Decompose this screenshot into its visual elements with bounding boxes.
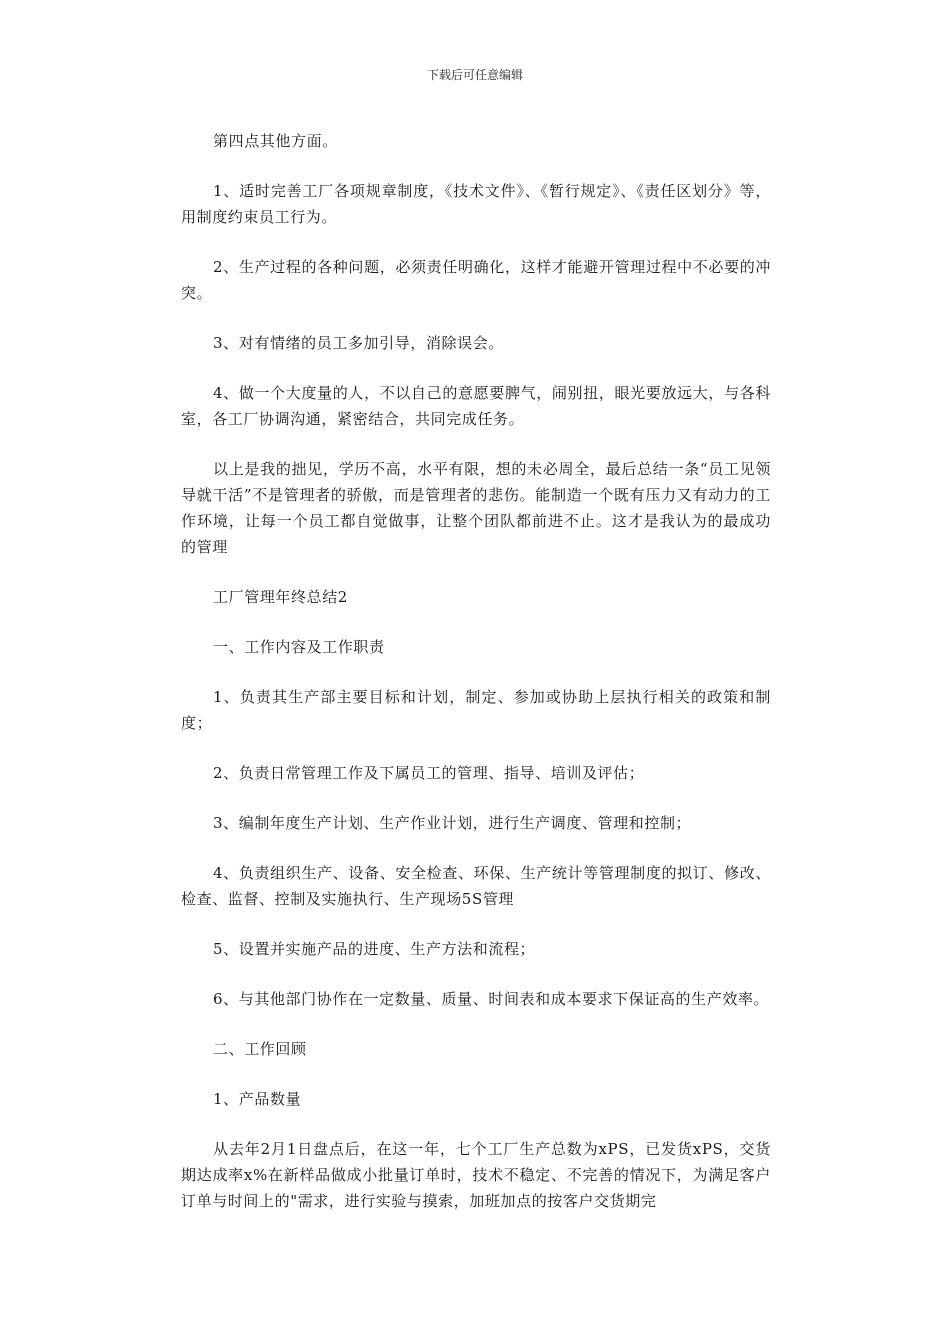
body-paragraph: 从去年2月1日盘点后，在这一年，七个工厂生产总数为xPS，已发货xPS，交货期达成率x%在新样品做成小批量订单时，技术不稳定、不完善的情况下，为满足客户订单与时间上的"需求，进行实验与摸索，加班加点的按客户交货期完	[181, 1140, 771, 1210]
section-heading-duties: 一、工作内容及工作职责	[213, 638, 385, 656]
subsection-heading-quantity: 1、产品数量	[213, 1090, 302, 1108]
document-subtitle: 工厂管理年终总结2	[213, 588, 348, 606]
list-item: 2、生产过程的各种问题，必须责任明确化，这样才能避开管理过程中不必要的冲突。	[181, 258, 771, 302]
list-item: 4、负责组织生产、设备、安全检查、环保、生产统计等管理制度的拟订、修改、检查、监督、控制及实施执行、生产现场5S管理	[181, 864, 771, 908]
page-header: 下载后可任意编辑	[426, 68, 523, 82]
list-item: 2、负责日常管理工作及下属员工的管理、指导、培训及评估；	[213, 764, 645, 782]
list-item: 1、负责其生产部主要目标和计划，制定、参加或协助上层执行相关的政策和制度；	[181, 688, 771, 732]
document-body	[181, 128, 771, 1238]
list-item: 4、做一个大度量的人，不以自己的意愿要脾气，闹别扭，眼光要放远大，与各科室，各工厂协调沟通，紧密结合，共同完成任务。	[181, 384, 771, 428]
list-item: 1、适时完善工厂各项规章制度，《技术文件》、《暂行规定》、《责任区划分》等，用制度约束员工行为。	[181, 182, 771, 226]
list-item: 6、与其他部门协作在一定数量、质量、时间表和成本要求下保证高的生产效率。	[213, 990, 770, 1008]
list-item: 5、设置并实施产品的进度、生产方法和流程；	[213, 940, 536, 958]
section-heading-other-aspects: 第四点其他方面。	[213, 132, 338, 150]
conclusion-paragraph: 以上是我的拙见，学历不高，水平有限，想的未必周全，最后总结一条“员工见领导就干活”不是管理者的骄傲，而是管理者的悲伤。能制造一个既有压力又有动力的工作环境，让每一个员工都自觉做事，让整个团队都前进不止。这才是我认为的最成功的管理	[181, 460, 771, 556]
list-item: 3、对有情绪的员工多加引导，消除误会。	[213, 334, 504, 352]
section-heading-review: 二、工作回顾	[213, 1040, 307, 1058]
list-item: 3、编制年度生产计划、生产作业计划，进行生产调度、管理和控制；	[213, 814, 692, 832]
